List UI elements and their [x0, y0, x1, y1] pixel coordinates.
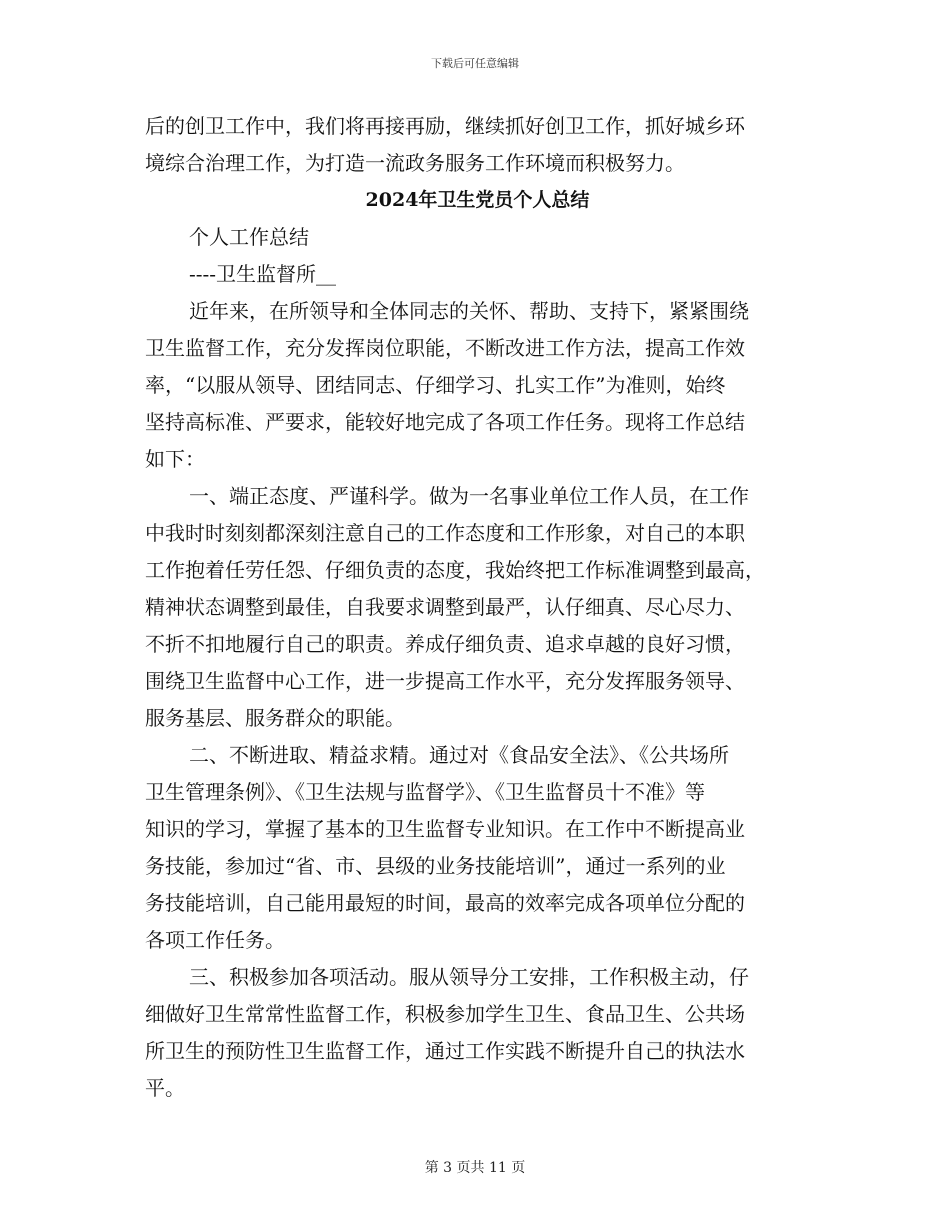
paragraph-line: 率，“以服从领导、团结同志、仔细学习、扎实工作”为准则，始终: [145, 373, 726, 397]
paragraph-line: 各项工作任务。: [145, 928, 285, 952]
author-line: ----卫生监督所__: [189, 262, 337, 286]
section-heading-line: 一、端正态度、严谨科学。做为一名事业单位工作人员，在工作: [189, 484, 749, 508]
paragraph-line: 细做好卫生常常性监督工作，积极参加学生卫生、食品卫生、公共场: [145, 1002, 745, 1026]
section-heading-line: 三、积极参加各项活动。服从领导分工安排，工作积极主动，仔: [189, 965, 749, 989]
page-number-footer: 第 3 页共 11 页: [424, 1160, 526, 1176]
paragraph-line: 后的创卫工作中，我们将再接再励，继续抓好创卫工作，抓好城乡环: [145, 114, 745, 138]
paragraph-line: 精神状态调整到最佳，自我要求调整到最严，认仔细真、尽心尽力、: [145, 595, 745, 619]
paragraph-line: 所卫生的预防性卫生监督工作，通过工作实践不断提升自己的执法水: [145, 1039, 745, 1063]
paragraph-line: 卫生管理条例》、《卫生法规与监督学》、《卫生监督员十不准》等: [145, 780, 705, 804]
document-body: [145, 108, 810, 1107]
paragraph-line: 近年来，在所领导和全体同志的关怀、帮助、支持下，紧紧围绕: [189, 299, 749, 323]
document-title: 2024年卫生党员个人总结: [365, 189, 590, 211]
paragraph-line: 务技能，参加过“省、市、县级的业务技能培训”，通过一系列的业: [145, 854, 726, 878]
paragraph-line: 卫生监督工作，充分发挥岗位职能，不断改进工作方法，提高工作效: [145, 336, 745, 360]
paragraph-line: 境综合治理工作，为打造一流政务服务工作环境而积极努力。: [145, 151, 685, 175]
section-heading-line: 二、不断进取、精益求精。通过对《食品安全法》、《公共场所: [189, 743, 729, 767]
paragraph-line: 不折不扣地履行自己的职责。养成仔细负责、追求卓越的良好习惯，: [145, 632, 745, 656]
paragraph-line: 工作抱着任劳任怨、仔细负责的态度，我始终把工作标准调整到最高，: [145, 558, 765, 582]
paragraph-line: 平。: [145, 1076, 185, 1100]
paragraph-line: 围绕卫生监督中心工作，进一步提高工作水平，充分发挥服务领导、: [145, 669, 745, 693]
header-note: 下载后可任意编辑: [431, 57, 519, 70]
paragraph-line: 如下：: [145, 447, 205, 471]
paragraph-line: 务技能培训，自己能用最短的时间，最高的效率完成各项单位分配的: [145, 891, 745, 915]
paragraph-line: 坚持高标准、严要求，能较好地完成了各项工作任务。现将工作总结: [145, 410, 745, 434]
paragraph-line: 中我时时刻刻都深刻注意自己的工作态度和工作形象，对自己的本职: [145, 521, 745, 545]
subtitle: 个人工作总结: [189, 225, 309, 249]
paragraph-line: 知识的学习，掌握了基本的卫生监督专业知识。在工作中不断提高业: [145, 817, 745, 841]
paragraph-line: 服务基层、服务群众的职能。: [145, 706, 405, 730]
